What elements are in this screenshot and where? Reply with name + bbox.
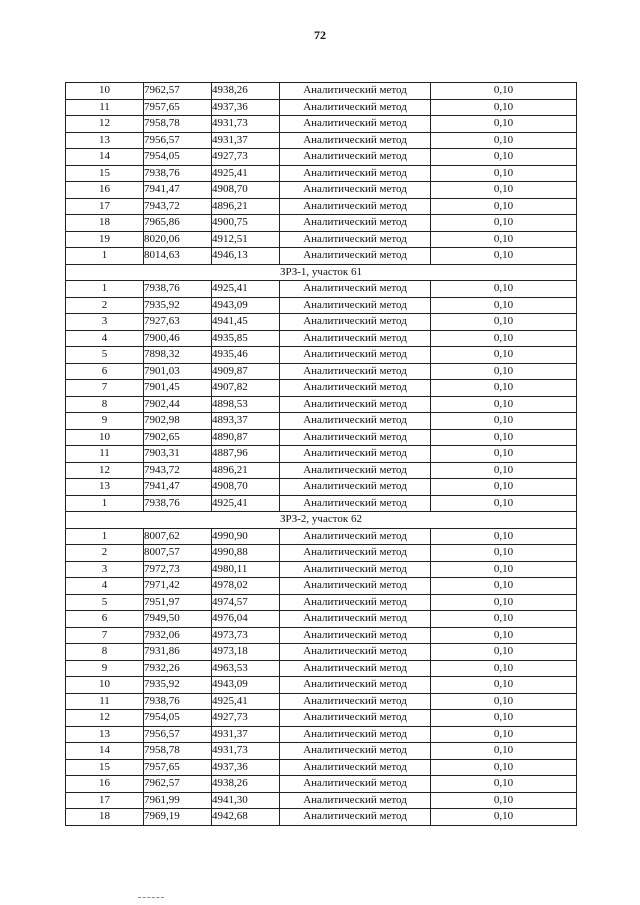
y-coordinate-cell: 4931,73 — [212, 743, 280, 760]
accuracy-cell: 0,10 — [431, 578, 577, 595]
accuracy-cell: 0,10 — [431, 693, 577, 710]
x-coordinate-cell: 8014,63 — [144, 248, 212, 265]
x-coordinate-cell: 7900,46 — [144, 330, 212, 347]
accuracy-cell: 0,10 — [431, 396, 577, 413]
accuracy-cell: 0,10 — [431, 215, 577, 232]
table-row — [66, 297, 577, 314]
table-row — [66, 83, 577, 100]
table-row — [66, 99, 577, 116]
table-row — [66, 314, 577, 331]
y-coordinate-cell: 4973,18 — [212, 644, 280, 661]
point-number-cell: 5 — [66, 347, 144, 364]
y-coordinate-cell: 4963,53 — [212, 660, 280, 677]
x-coordinate-cell: 7938,76 — [144, 281, 212, 298]
table-row — [66, 495, 577, 512]
method-cell: Аналитический метод — [280, 429, 431, 446]
x-coordinate-cell: 7938,76 — [144, 495, 212, 512]
y-coordinate-cell: 4925,41 — [212, 693, 280, 710]
method-cell: Аналитический метод — [280, 660, 431, 677]
point-number-cell: 6 — [66, 611, 144, 628]
accuracy-cell: 0,10 — [431, 149, 577, 166]
accuracy-cell: 0,10 — [431, 248, 577, 265]
x-coordinate-cell: 7901,03 — [144, 363, 212, 380]
x-coordinate-cell: 7902,44 — [144, 396, 212, 413]
x-coordinate-cell: 7961,99 — [144, 792, 212, 809]
method-cell: Аналитический метод — [280, 693, 431, 710]
method-cell: Аналитический метод — [280, 743, 431, 760]
method-cell: Аналитический метод — [280, 495, 431, 512]
x-coordinate-cell: 8007,62 — [144, 528, 212, 545]
y-coordinate-cell: 4974,57 — [212, 594, 280, 611]
table-row — [66, 330, 577, 347]
point-number-cell: 2 — [66, 297, 144, 314]
y-coordinate-cell: 4978,02 — [212, 578, 280, 595]
accuracy-cell: 0,10 — [431, 644, 577, 661]
point-number-cell: 13 — [66, 132, 144, 149]
y-coordinate-cell: 4908,70 — [212, 479, 280, 496]
x-coordinate-cell: 7972,73 — [144, 561, 212, 578]
y-coordinate-cell: 4931,73 — [212, 116, 280, 133]
point-number-cell: 10 — [66, 677, 144, 694]
x-coordinate-cell: 7932,06 — [144, 627, 212, 644]
table-row — [66, 561, 577, 578]
y-coordinate-cell: 4907,82 — [212, 380, 280, 397]
point-number-cell: 10 — [66, 83, 144, 100]
accuracy-cell: 0,10 — [431, 660, 577, 677]
method-cell: Аналитический метод — [280, 627, 431, 644]
point-number-cell: 6 — [66, 363, 144, 380]
x-coordinate-cell: 7965,86 — [144, 215, 212, 232]
table-row — [66, 429, 577, 446]
table-row — [66, 132, 577, 149]
point-number-cell: 5 — [66, 594, 144, 611]
method-cell: Аналитический метод — [280, 809, 431, 826]
point-number-cell: 8 — [66, 644, 144, 661]
point-number-cell: 15 — [66, 165, 144, 182]
y-coordinate-cell: 4980,11 — [212, 561, 280, 578]
x-coordinate-cell: 7962,57 — [144, 83, 212, 100]
point-number-cell: 11 — [66, 446, 144, 463]
y-coordinate-cell: 4890,87 — [212, 429, 280, 446]
point-number-cell: 7 — [66, 627, 144, 644]
accuracy-cell: 0,10 — [431, 792, 577, 809]
table-row — [66, 198, 577, 215]
x-coordinate-cell: 7938,76 — [144, 165, 212, 182]
point-number-cell: 1 — [66, 248, 144, 265]
point-number-cell: 1 — [66, 528, 144, 545]
point-number-cell: 3 — [66, 561, 144, 578]
x-coordinate-cell: 7958,78 — [144, 743, 212, 760]
accuracy-cell: 0,10 — [431, 132, 577, 149]
table-row — [66, 644, 577, 661]
table-row — [66, 116, 577, 133]
section-header-row — [66, 512, 577, 529]
accuracy-cell: 0,10 — [431, 776, 577, 793]
method-cell: Аналитический метод — [280, 545, 431, 562]
y-coordinate-cell: 4927,73 — [212, 710, 280, 727]
table-row — [66, 627, 577, 644]
table-row — [66, 363, 577, 380]
accuracy-cell: 0,10 — [431, 710, 577, 727]
method-cell: Аналитический метод — [280, 776, 431, 793]
point-number-cell: 7 — [66, 380, 144, 397]
method-cell: Аналитический метод — [280, 83, 431, 100]
x-coordinate-cell: 7935,92 — [144, 297, 212, 314]
accuracy-cell: 0,10 — [431, 413, 577, 430]
x-coordinate-cell: 7901,45 — [144, 380, 212, 397]
table-row — [66, 594, 577, 611]
y-coordinate-cell: 4887,96 — [212, 446, 280, 463]
method-cell: Аналитический метод — [280, 314, 431, 331]
method-cell: Аналитический метод — [280, 165, 431, 182]
table-row — [66, 479, 577, 496]
accuracy-cell: 0,10 — [431, 446, 577, 463]
accuracy-cell: 0,10 — [431, 611, 577, 628]
point-number-cell: 17 — [66, 198, 144, 215]
point-number-cell: 4 — [66, 330, 144, 347]
point-number-cell: 18 — [66, 215, 144, 232]
table-row — [66, 231, 577, 248]
x-coordinate-cell: 7903,31 — [144, 446, 212, 463]
footer-mark — [138, 897, 164, 898]
table-row — [66, 759, 577, 776]
accuracy-cell: 0,10 — [431, 726, 577, 743]
point-number-cell: 8 — [66, 396, 144, 413]
method-cell: Аналитический метод — [280, 677, 431, 694]
method-cell: Аналитический метод — [280, 396, 431, 413]
accuracy-cell: 0,10 — [431, 330, 577, 347]
table-row — [66, 165, 577, 182]
method-cell: Аналитический метод — [280, 710, 431, 727]
accuracy-cell: 0,10 — [431, 677, 577, 694]
x-coordinate-cell: 8007,57 — [144, 545, 212, 562]
point-number-cell: 9 — [66, 413, 144, 430]
accuracy-cell: 0,10 — [431, 99, 577, 116]
accuracy-cell: 0,10 — [431, 165, 577, 182]
x-coordinate-cell: 7902,98 — [144, 413, 212, 430]
x-coordinate-cell: 7938,76 — [144, 693, 212, 710]
method-cell: Аналитический метод — [280, 446, 431, 463]
accuracy-cell: 0,10 — [431, 809, 577, 826]
y-coordinate-cell: 4941,45 — [212, 314, 280, 331]
table-row — [66, 281, 577, 298]
y-coordinate-cell: 4976,04 — [212, 611, 280, 628]
y-coordinate-cell: 4896,21 — [212, 462, 280, 479]
point-number-cell: 14 — [66, 149, 144, 166]
point-number-cell: 1 — [66, 281, 144, 298]
y-coordinate-cell: 4900,75 — [212, 215, 280, 232]
x-coordinate-cell: 7941,47 — [144, 182, 212, 199]
point-number-cell: 4 — [66, 578, 144, 595]
x-coordinate-cell: 7954,05 — [144, 149, 212, 166]
coordinates-table — [65, 82, 577, 826]
x-coordinate-cell: 7957,65 — [144, 99, 212, 116]
method-cell: Аналитический метод — [280, 413, 431, 430]
point-number-cell: 12 — [66, 116, 144, 133]
y-coordinate-cell: 4927,73 — [212, 149, 280, 166]
method-cell: Аналитический метод — [280, 726, 431, 743]
table-row — [66, 182, 577, 199]
method-cell: Аналитический метод — [280, 462, 431, 479]
coordinates-table-body — [66, 83, 577, 826]
accuracy-cell: 0,10 — [431, 281, 577, 298]
method-cell: Аналитический метод — [280, 215, 431, 232]
point-number-cell: 1 — [66, 495, 144, 512]
table-row — [66, 792, 577, 809]
y-coordinate-cell: 4898,53 — [212, 396, 280, 413]
accuracy-cell: 0,10 — [431, 495, 577, 512]
point-number-cell: 14 — [66, 743, 144, 760]
y-coordinate-cell: 4925,41 — [212, 281, 280, 298]
method-cell: Аналитический метод — [280, 116, 431, 133]
method-cell: Аналитический метод — [280, 528, 431, 545]
x-coordinate-cell: 7943,72 — [144, 462, 212, 479]
y-coordinate-cell: 4946,13 — [212, 248, 280, 265]
x-coordinate-cell: 7949,50 — [144, 611, 212, 628]
table-row — [66, 396, 577, 413]
y-coordinate-cell: 4941,30 — [212, 792, 280, 809]
y-coordinate-cell: 4990,88 — [212, 545, 280, 562]
method-cell: Аналитический метод — [280, 231, 431, 248]
point-number-cell: 11 — [66, 99, 144, 116]
x-coordinate-cell: 7941,47 — [144, 479, 212, 496]
point-number-cell: 3 — [66, 314, 144, 331]
method-cell: Аналитический метод — [280, 198, 431, 215]
table-row — [66, 776, 577, 793]
table-row — [66, 743, 577, 760]
accuracy-cell: 0,10 — [431, 545, 577, 562]
method-cell: Аналитический метод — [280, 347, 431, 364]
x-coordinate-cell: 7956,57 — [144, 726, 212, 743]
accuracy-cell: 0,10 — [431, 198, 577, 215]
point-number-cell: 19 — [66, 231, 144, 248]
accuracy-cell: 0,10 — [431, 314, 577, 331]
x-coordinate-cell: 7898,32 — [144, 347, 212, 364]
y-coordinate-cell: 4896,21 — [212, 198, 280, 215]
accuracy-cell: 0,10 — [431, 182, 577, 199]
table-row — [66, 726, 577, 743]
y-coordinate-cell: 4925,41 — [212, 165, 280, 182]
table-row — [66, 380, 577, 397]
y-coordinate-cell: 4942,68 — [212, 809, 280, 826]
y-coordinate-cell: 4908,70 — [212, 182, 280, 199]
x-coordinate-cell: 8020,06 — [144, 231, 212, 248]
y-coordinate-cell: 4938,26 — [212, 83, 280, 100]
point-number-cell: 11 — [66, 693, 144, 710]
x-coordinate-cell: 7957,65 — [144, 759, 212, 776]
accuracy-cell: 0,10 — [431, 462, 577, 479]
table-row — [66, 809, 577, 826]
x-coordinate-cell: 7969,19 — [144, 809, 212, 826]
y-coordinate-cell: 4925,41 — [212, 495, 280, 512]
table-row — [66, 710, 577, 727]
method-cell: Аналитический метод — [280, 644, 431, 661]
x-coordinate-cell: 7927,63 — [144, 314, 212, 331]
y-coordinate-cell: 4909,87 — [212, 363, 280, 380]
point-number-cell: 13 — [66, 479, 144, 496]
table-row — [66, 248, 577, 265]
x-coordinate-cell: 7951,97 — [144, 594, 212, 611]
accuracy-cell: 0,10 — [431, 297, 577, 314]
point-number-cell: 13 — [66, 726, 144, 743]
y-coordinate-cell: 4935,46 — [212, 347, 280, 364]
accuracy-cell: 0,10 — [431, 231, 577, 248]
x-coordinate-cell: 7971,42 — [144, 578, 212, 595]
y-coordinate-cell: 4943,09 — [212, 677, 280, 694]
method-cell: Аналитический метод — [280, 248, 431, 265]
y-coordinate-cell: 4931,37 — [212, 132, 280, 149]
x-coordinate-cell: 7962,57 — [144, 776, 212, 793]
point-number-cell: 10 — [66, 429, 144, 446]
x-coordinate-cell: 7958,78 — [144, 116, 212, 133]
table-row — [66, 578, 577, 595]
y-coordinate-cell: 4893,37 — [212, 413, 280, 430]
y-coordinate-cell: 4935,85 — [212, 330, 280, 347]
point-number-cell: 16 — [66, 776, 144, 793]
point-number-cell: 16 — [66, 182, 144, 199]
y-coordinate-cell: 4937,36 — [212, 759, 280, 776]
page-number: 72 — [314, 28, 326, 42]
method-cell: Аналитический метод — [280, 578, 431, 595]
method-cell: Аналитический метод — [280, 182, 431, 199]
table-row — [66, 545, 577, 562]
method-cell: Аналитический метод — [280, 363, 431, 380]
table-row — [66, 660, 577, 677]
method-cell: Аналитический метод — [280, 99, 431, 116]
section-title: ЗРЗ-2, участок 62 — [66, 512, 577, 529]
section-title: ЗРЗ-1, участок 61 — [66, 264, 577, 281]
y-coordinate-cell: 4938,26 — [212, 776, 280, 793]
point-number-cell: 12 — [66, 710, 144, 727]
accuracy-cell: 0,10 — [431, 594, 577, 611]
point-number-cell: 12 — [66, 462, 144, 479]
x-coordinate-cell: 7954,05 — [144, 710, 212, 727]
accuracy-cell: 0,10 — [431, 363, 577, 380]
accuracy-cell: 0,10 — [431, 347, 577, 364]
y-coordinate-cell: 4990,90 — [212, 528, 280, 545]
accuracy-cell: 0,10 — [431, 561, 577, 578]
y-coordinate-cell: 4912,51 — [212, 231, 280, 248]
method-cell: Аналитический метод — [280, 380, 431, 397]
method-cell: Аналитический метод — [280, 792, 431, 809]
method-cell: Аналитический метод — [280, 479, 431, 496]
accuracy-cell: 0,10 — [431, 380, 577, 397]
y-coordinate-cell: 4973,73 — [212, 627, 280, 644]
section-header-row — [66, 264, 577, 281]
method-cell: Аналитический метод — [280, 759, 431, 776]
x-coordinate-cell: 7935,92 — [144, 677, 212, 694]
x-coordinate-cell: 7956,57 — [144, 132, 212, 149]
accuracy-cell: 0,10 — [431, 116, 577, 133]
table-row — [66, 347, 577, 364]
accuracy-cell: 0,10 — [431, 743, 577, 760]
accuracy-cell: 0,10 — [431, 429, 577, 446]
accuracy-cell: 0,10 — [431, 479, 577, 496]
method-cell: Аналитический метод — [280, 561, 431, 578]
method-cell: Аналитический метод — [280, 611, 431, 628]
accuracy-cell: 0,10 — [431, 83, 577, 100]
accuracy-cell: 0,10 — [431, 528, 577, 545]
accuracy-cell: 0,10 — [431, 759, 577, 776]
table-row — [66, 677, 577, 694]
x-coordinate-cell: 7932,26 — [144, 660, 212, 677]
method-cell: Аналитический метод — [280, 132, 431, 149]
table-row — [66, 528, 577, 545]
table-row — [66, 462, 577, 479]
y-coordinate-cell: 4937,36 — [212, 99, 280, 116]
table-row — [66, 611, 577, 628]
accuracy-cell: 0,10 — [431, 627, 577, 644]
method-cell: Аналитический метод — [280, 330, 431, 347]
table-row — [66, 446, 577, 463]
point-number-cell: 15 — [66, 759, 144, 776]
table-row — [66, 215, 577, 232]
point-number-cell: 17 — [66, 792, 144, 809]
method-cell: Аналитический метод — [280, 281, 431, 298]
point-number-cell: 9 — [66, 660, 144, 677]
x-coordinate-cell: 7902,65 — [144, 429, 212, 446]
x-coordinate-cell: 7943,72 — [144, 198, 212, 215]
table-row — [66, 693, 577, 710]
y-coordinate-cell: 4943,09 — [212, 297, 280, 314]
point-number-cell: 18 — [66, 809, 144, 826]
method-cell: Аналитический метод — [280, 594, 431, 611]
method-cell: Аналитический метод — [280, 149, 431, 166]
table-row — [66, 149, 577, 166]
method-cell: Аналитический метод — [280, 297, 431, 314]
point-number-cell: 2 — [66, 545, 144, 562]
x-coordinate-cell: 7931,86 — [144, 644, 212, 661]
table-row — [66, 413, 577, 430]
y-coordinate-cell: 4931,37 — [212, 726, 280, 743]
